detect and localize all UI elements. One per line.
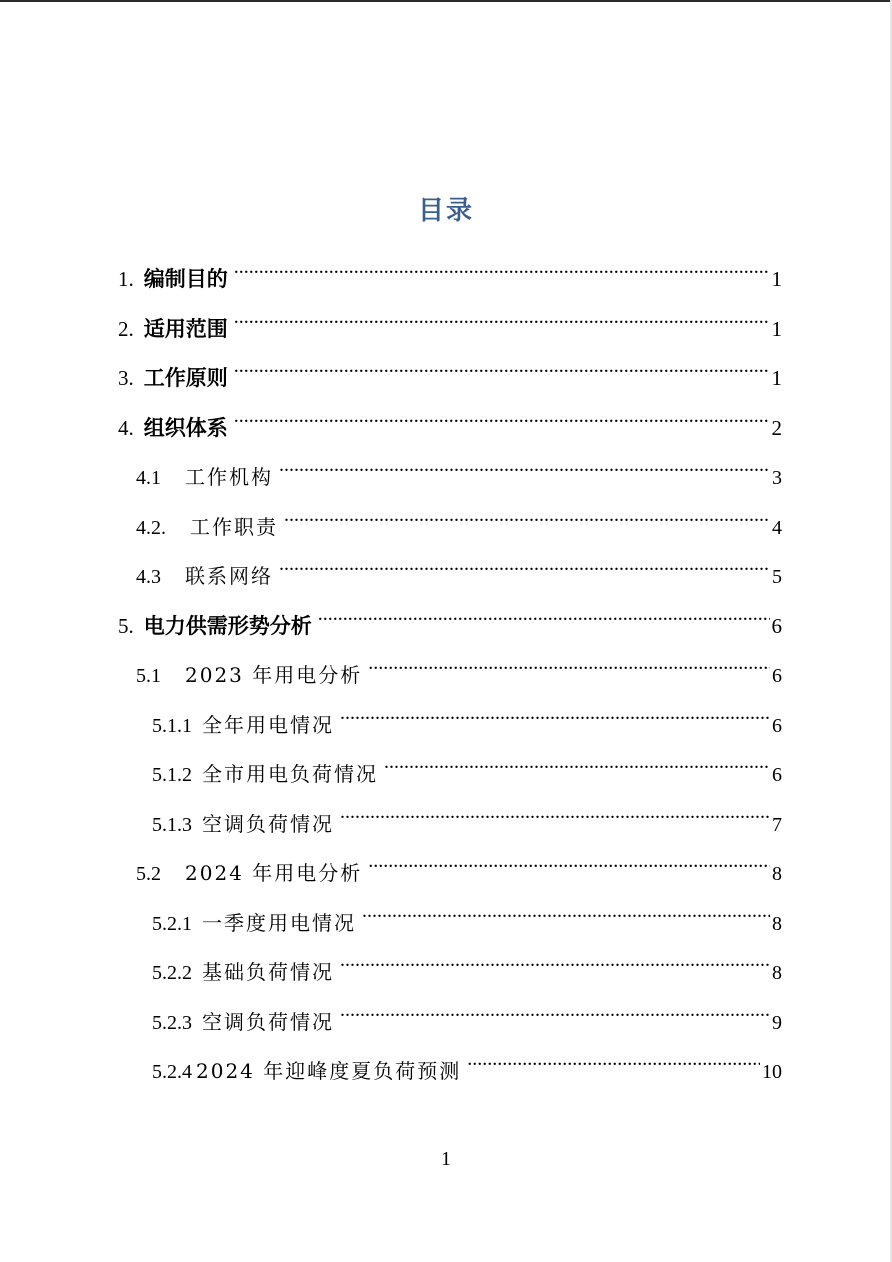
toc-entry[interactable] [118,345,782,390]
toc-entry-number: 4. [118,415,134,440]
toc-entry-page: 2 [771,415,782,440]
toc-entry[interactable] [136,642,782,687]
toc-entry-page: 6 [772,764,782,786]
toc-entry-page: 8 [772,863,782,885]
toc-entry-text: 2024 年用电分析 [185,861,363,885]
toc-entry-text: 组织体系 [143,415,228,440]
footer-page-number: 1 [441,1148,451,1170]
toc-leader-dots [340,791,770,831]
toc-entry-page: 6 [772,665,782,687]
toc-entry-number: 3. [118,366,134,390]
toc-entry-number: 5.1.1 [152,714,192,737]
toc-entry-page: 8 [772,912,782,935]
toc-entry-text: 工作职责 [190,514,278,539]
toc-entry-page: 9 [772,1011,782,1034]
toc-entry[interactable] [136,494,782,539]
toc-entry-number: 5.1.3 [152,813,192,836]
toc-entry-text: 工作机构 [185,465,273,489]
toc-leader-dots [340,692,770,732]
toc-leader-dots [279,543,770,583]
toc-entry-text: 联系网络 [185,564,273,588]
toc-entry-page: 7 [772,813,782,836]
toc-leader-dots [467,1038,760,1078]
toc-leader-dots [368,840,770,880]
toc-entry-number: 1. [118,267,134,291]
toc-leader-dots [362,890,770,930]
toc-entry-text: 工作原则 [143,366,228,390]
toc-entry-page: 6 [771,613,782,638]
toc-entry[interactable] [152,890,782,935]
toc-entry-page: 5 [772,566,782,588]
toc-entry-page: 1 [771,316,782,341]
toc-entry-number: 5.2 [136,863,161,885]
toc-entry[interactable] [136,444,782,489]
toc-entry[interactable] [152,1038,782,1083]
toc-leader-dots [368,642,770,682]
toc-entry-page: 6 [772,714,782,737]
toc-entry-number: 4.1 [136,467,161,489]
toc-entry[interactable] [118,593,782,638]
toc-entry-text: 全市用电负荷情况 [202,762,378,786]
toc-leader-dots [340,939,770,979]
toc-entry-page: 1 [771,366,782,390]
toc-leader-dots [340,989,770,1029]
toc-entry[interactable] [152,791,782,836]
toc-entry[interactable] [118,395,782,440]
toc-entry-number: 4.2. [136,516,166,539]
toc-leader-dots [284,494,770,534]
toc-entry-page: 3 [772,467,782,489]
toc-entry-text: 全年用电情况 [202,712,334,737]
toc-entry-number: 5. [118,613,134,638]
toc-leader-dots [234,345,770,385]
toc-leader-dots [279,444,770,484]
toc-entry-text: 电力供需形势分析 [143,613,312,638]
toc-leader-dots [318,593,770,633]
toc-entry-page: 1 [771,267,782,291]
toc-entry-page: 4 [772,516,782,539]
toc-entry-text: 编制目的 [143,267,228,291]
toc-entry-number: 5.2.3 [152,1011,192,1034]
toc-entry-text: 基础负荷情况 [202,960,334,984]
toc-entry-text: 适用范围 [143,316,228,341]
toc-entry[interactable] [118,246,782,291]
toc-entry[interactable] [152,939,782,984]
toc-entry[interactable] [136,840,782,885]
toc-entry-text: 2023 年用电分析 [185,663,363,687]
toc-entry-page: 10 [762,1061,782,1083]
toc-entry-number: 5.1.2 [152,764,192,786]
toc-entry-text: 空调负荷情况 [202,811,334,836]
toc-entry-number: 2. [118,316,134,341]
toc-entry-page: 8 [772,962,782,984]
toc-title: 目录 [417,196,474,226]
toc-entry[interactable] [152,741,782,786]
toc-entry-text: 空调负荷情况 [202,1009,334,1034]
toc-entry[interactable] [118,296,782,341]
toc-entry-text: 2024 年迎峰度夏负荷预测 [196,1059,462,1083]
toc-entry[interactable] [136,543,782,588]
toc-entry-number: 4.3 [136,566,161,588]
toc-entry-number: 5.1 [136,665,161,687]
toc-entry-number: 5.2.4 [152,1061,192,1083]
toc-entry-text: 一季度用电情况 [202,910,356,935]
toc-entry[interactable] [152,989,782,1034]
toc-leader-dots [384,741,770,781]
toc-entry-number: 5.2.1 [152,912,192,935]
toc-leader-dots [234,296,770,336]
toc-leader-dots [234,395,770,435]
toc-leader-dots [234,246,770,286]
page-top-border [0,0,892,2]
toc-entry-number: 5.2.2 [152,962,192,984]
toc-entry[interactable] [152,692,782,737]
